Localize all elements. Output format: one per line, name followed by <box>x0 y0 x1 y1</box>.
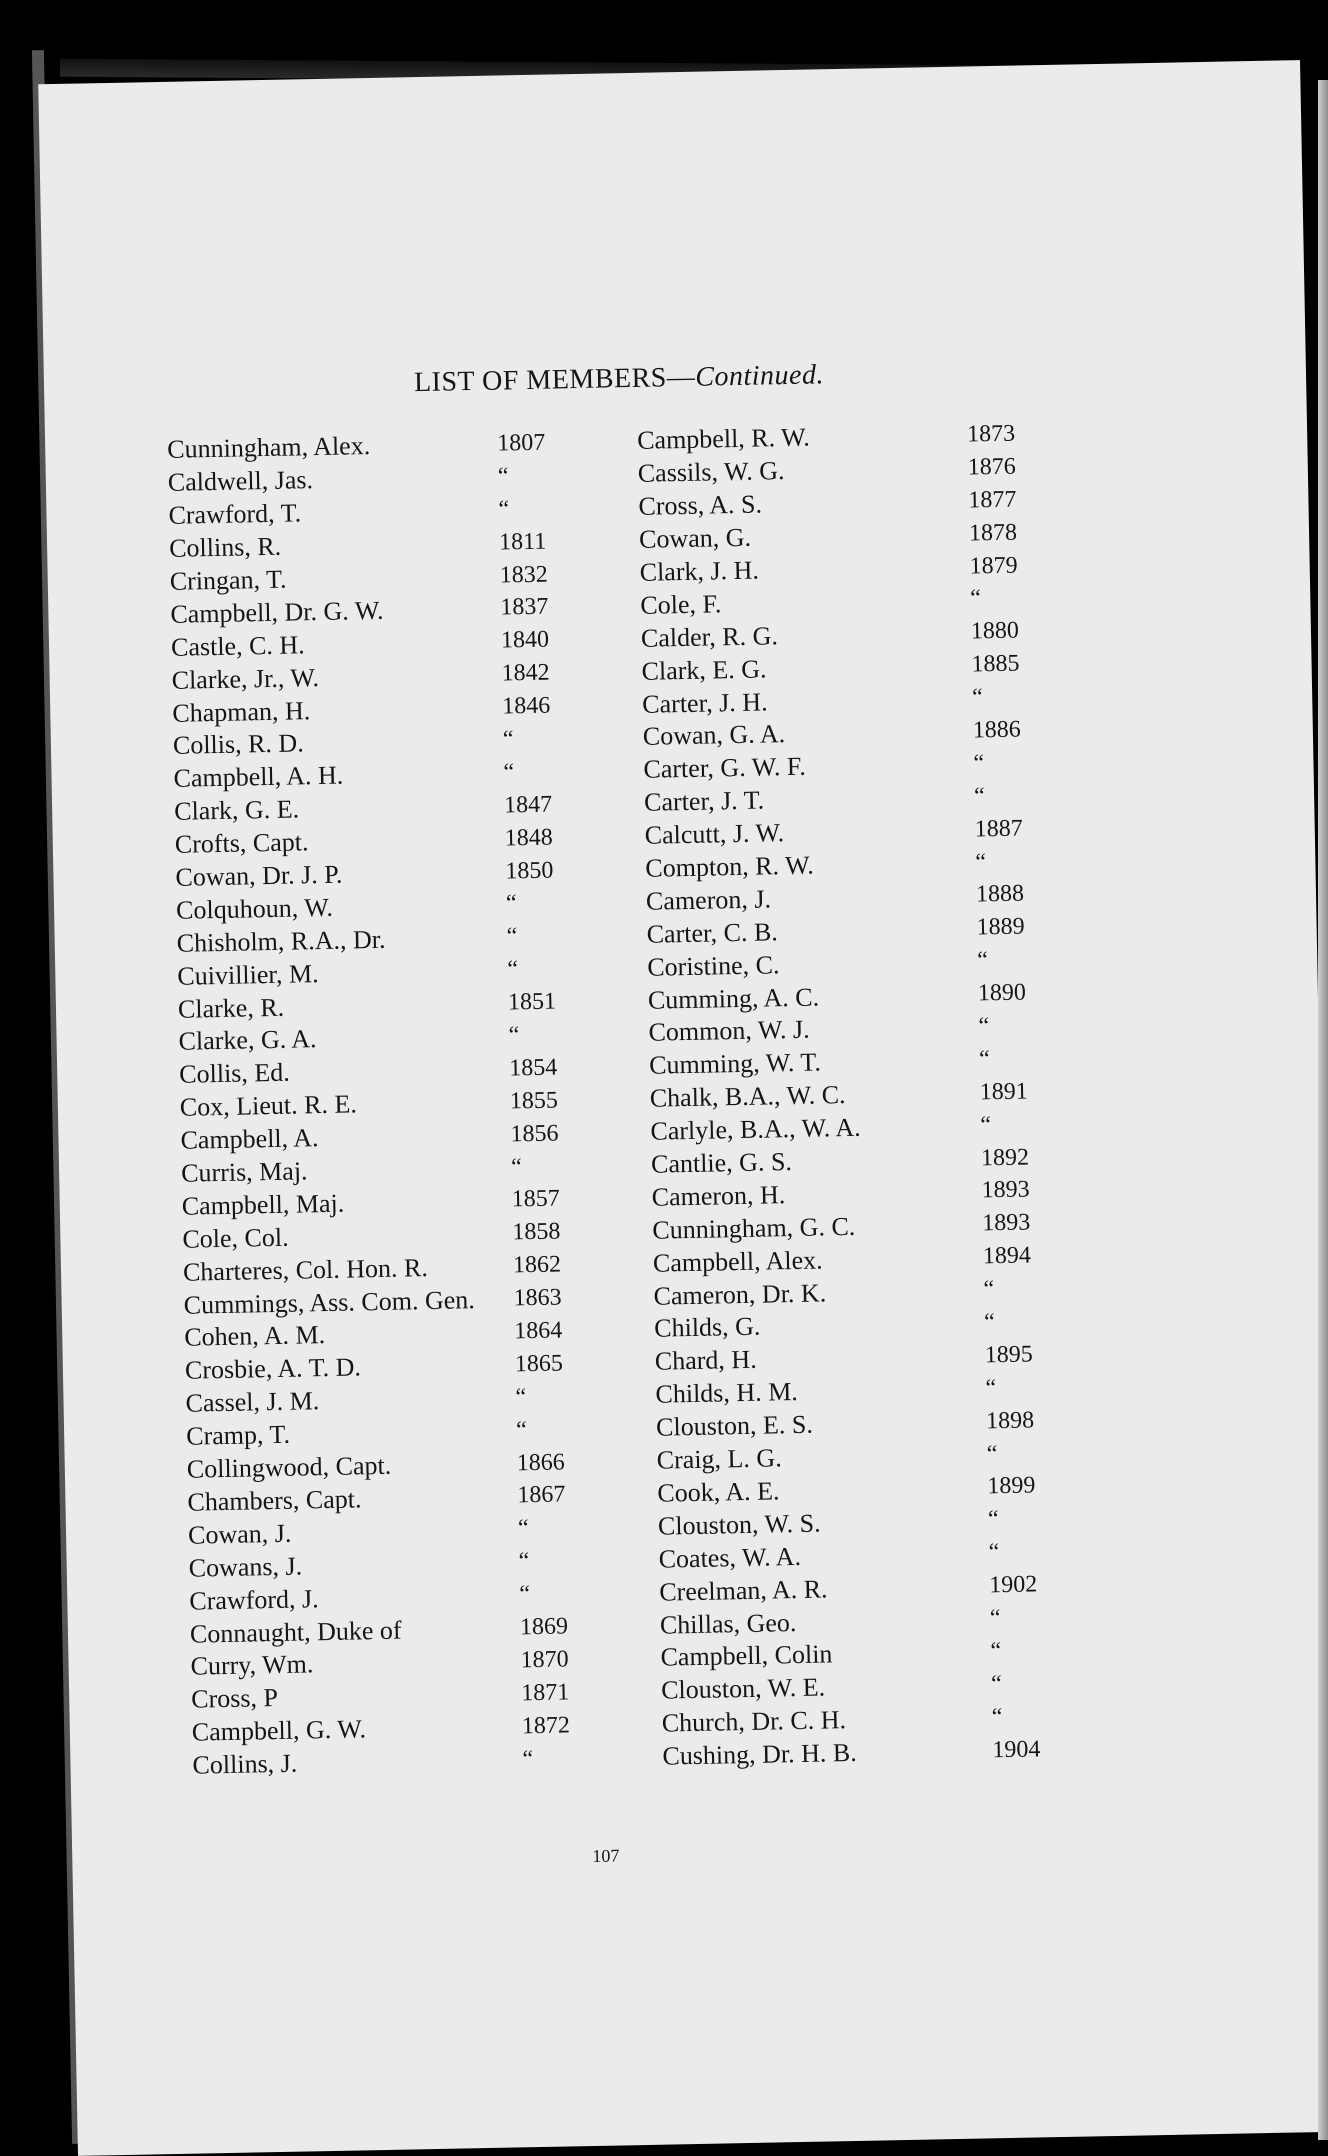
member-year: 1899 <box>987 1472 1036 1500</box>
member-year: “ <box>989 1605 1001 1632</box>
member-row <box>662 1732 1073 1773</box>
member-name: Clark, J. H. <box>639 555 760 587</box>
member-year: 1892 <box>980 1144 1030 1171</box>
member-name: Coates, W. A. <box>658 1541 802 1574</box>
member-row <box>192 1741 603 1782</box>
member-name: Cringan, T. <box>169 564 287 596</box>
member-name: Childs, G. <box>653 1312 761 1344</box>
member-year: 1858 <box>512 1218 561 1246</box>
member-name: Caldwell, Jas. <box>167 465 314 498</box>
member-name: Cumming, A. C. <box>647 982 820 1015</box>
member-year: 1880 <box>970 617 1020 645</box>
member-name: Cuivillier, M. <box>177 958 319 991</box>
member-year: “ <box>987 1506 999 1533</box>
member-name: Craig, L. G. <box>656 1443 782 1475</box>
member-name: Clarke, Jr., W. <box>171 662 320 695</box>
member-year: 1871 <box>520 1679 570 1707</box>
member-name: Creelman, A. R. <box>659 1574 828 1607</box>
member-year: “ <box>971 684 984 711</box>
member-name: Carter, G. W. F. <box>643 752 807 785</box>
member-year: 1854 <box>508 1054 558 1082</box>
member-year: “ <box>518 1548 530 1575</box>
member-name: Carter, C. B. <box>646 917 779 949</box>
member-name: Cowan, G. A. <box>642 719 786 752</box>
member-name: Campbell, A. H. <box>173 760 344 794</box>
member-name: Cameron, H. <box>651 1180 786 1212</box>
member-year: 1876 <box>967 453 1016 481</box>
member-name: Campbell, Maj. <box>181 1188 345 1221</box>
member-year: “ <box>991 1703 1003 1730</box>
member-year: 1863 <box>513 1284 562 1312</box>
member-year: “ <box>502 726 514 753</box>
member-name: Campbell, Alex. <box>652 1245 823 1278</box>
member-name: Campbell, A. <box>180 1123 319 1155</box>
member-year: 1866 <box>516 1448 566 1476</box>
member-name: Carlyle, B.A., W. A. <box>650 1112 861 1146</box>
member-year: “ <box>515 1416 528 1444</box>
member-name: Cole, Col. <box>182 1222 289 1254</box>
member-year: 1902 <box>988 1571 1038 1599</box>
member-name: Common, W. J. <box>648 1015 810 1048</box>
member-year: “ <box>983 1309 996 1336</box>
member-year: 1885 <box>971 650 1020 678</box>
member-year: 1877 <box>968 486 1017 514</box>
member-year: 1855 <box>509 1087 559 1115</box>
member-year: 1887 <box>974 815 1023 843</box>
member-year: “ <box>506 923 518 950</box>
member-name: Collins, J. <box>192 1748 298 1780</box>
member-name: Cummings, Ass. Com. Gen. <box>183 1284 476 1320</box>
member-year: 1811 <box>498 528 547 556</box>
member-name: Cohen, A. M. <box>184 1320 326 1353</box>
member-year: “ <box>975 848 987 875</box>
member-name: Campbell, Colin <box>660 1639 833 1673</box>
member-name: Clouston, E. S. <box>655 1409 814 1442</box>
member-year: 1878 <box>968 519 1018 547</box>
member-year: 1886 <box>972 716 1022 744</box>
document-page <box>38 60 1328 2156</box>
member-year: “ <box>988 1539 1000 1566</box>
member-year: “ <box>990 1638 1002 1665</box>
member-name: Campbell, Dr. G. W. <box>170 595 384 629</box>
member-name: Coristine, C. <box>647 949 780 982</box>
member-name: Campbell, G. W. <box>191 1714 367 1747</box>
member-name: Curris, Maj. <box>180 1156 308 1188</box>
member-year: “ <box>985 1374 997 1402</box>
member-year: “ <box>970 585 982 612</box>
heading-main: LIST OF MEMBERS— <box>413 361 696 399</box>
member-name: Calcutt, J. W. <box>644 818 785 850</box>
member-year: 1857 <box>511 1185 560 1213</box>
member-name: Colquhoun, W. <box>175 892 334 925</box>
member-name: Clark, G. E. <box>173 794 300 827</box>
left-member-column <box>167 426 603 1782</box>
member-name: Cumming, W. T. <box>648 1047 822 1081</box>
member-year: “ <box>519 1581 531 1608</box>
member-year: “ <box>497 463 509 490</box>
member-name: Crawford, T. <box>168 498 302 531</box>
member-name: Cantlie, G. S. <box>650 1147 793 1179</box>
member-year: “ <box>980 1111 992 1139</box>
member-name: Cassel, J. M. <box>185 1386 320 1418</box>
member-year: “ <box>505 890 517 917</box>
member-name: Calder, R. G. <box>640 620 779 653</box>
member-year: “ <box>510 1153 523 1180</box>
page-heading <box>414 356 1015 400</box>
member-name: Curry, Wm. <box>190 1649 314 1682</box>
member-name: Cunningham, G. C. <box>652 1211 856 1245</box>
member-name: Cross, A. S. <box>638 489 763 522</box>
member-name: Chapman, H. <box>172 695 311 728</box>
member-year: “ <box>986 1440 998 1467</box>
member-year: “ <box>973 783 985 810</box>
heading-continued: Continued. <box>695 359 825 393</box>
member-name: Collingwood, Capt. <box>186 1450 392 1484</box>
member-name: Charteres, Col. Hon. R. <box>182 1252 429 1287</box>
page-edge <box>1318 80 1328 2140</box>
member-year: 1864 <box>514 1317 563 1345</box>
page-number: 107 <box>592 1845 620 1866</box>
member-name: Childs, H. M. <box>655 1377 799 1409</box>
member-name: Chard, H. <box>654 1345 757 1377</box>
member-year: 1894 <box>982 1242 1032 1270</box>
member-year: 1867 <box>517 1481 566 1509</box>
member-year: “ <box>978 1046 991 1073</box>
member-year: 1889 <box>976 913 1025 941</box>
member-year: 1832 <box>499 561 548 589</box>
member-name: Connaught, Duke of <box>189 1615 402 1649</box>
member-name: Cowan, J. <box>187 1518 292 1550</box>
member-name: Collins, R. <box>168 531 282 563</box>
member-name: Cushing, Dr. H. B. <box>662 1737 857 1771</box>
member-name: Clark, E. G. <box>641 654 767 686</box>
member-year: “ <box>517 1515 529 1542</box>
member-name: Clouston, W. E. <box>660 1672 826 1705</box>
member-year: 1847 <box>503 791 553 819</box>
member-year: 1865 <box>514 1350 564 1378</box>
member-name: Cross, P <box>190 1683 279 1714</box>
member-year: 1837 <box>500 594 549 621</box>
member-year: “ <box>973 750 985 777</box>
member-name: Cowan, Dr. J. P. <box>175 859 343 892</box>
member-year: 1893 <box>982 1209 1031 1237</box>
member-name: Cunningham, Alex. <box>166 431 371 465</box>
member-name: Clarke, G. A. <box>178 1024 317 1057</box>
member-name: Cameron, Dr. K. <box>653 1277 827 1311</box>
member-year: “ <box>983 1276 995 1303</box>
member-year: 1879 <box>969 552 1018 580</box>
member-name: Cook, A. E. <box>657 1476 780 1508</box>
member-name: Cassils, W. G. <box>637 456 785 489</box>
member-year: 1869 <box>519 1613 569 1641</box>
member-name: Cowan, G. <box>638 522 752 554</box>
member-year: 1898 <box>985 1407 1035 1435</box>
member-year: “ <box>978 1013 990 1040</box>
member-name: Church, Dr. C. H. <box>661 1705 847 1738</box>
member-name: Clouston, W. S. <box>657 1508 821 1541</box>
member-year: 1888 <box>975 880 1025 908</box>
member-year: “ <box>522 1745 534 1772</box>
member-name: Collis, Ed. <box>178 1058 291 1090</box>
member-year: 1848 <box>504 824 554 852</box>
member-name: Cowans, J. <box>188 1551 303 1583</box>
member-name: Chalk, B.A., W. C. <box>649 1080 846 1113</box>
member-name: Collis, R. D. <box>172 728 304 761</box>
member-name: Castle, C. H. <box>170 630 305 662</box>
member-year: 1851 <box>507 988 557 1016</box>
member-year: 1904 <box>992 1735 1041 1763</box>
member-year: 1891 <box>979 1078 1028 1106</box>
member-name: Cramp, T. <box>185 1419 291 1451</box>
member-name: Chillas, Geo. <box>659 1607 797 1640</box>
member-year: “ <box>503 759 515 786</box>
member-name: Cox, Lieut. R. E. <box>179 1089 358 1123</box>
member-year: 1873 <box>966 420 1016 448</box>
member-name: Carter, J. T. <box>643 785 765 818</box>
member-year: 1872 <box>521 1712 571 1739</box>
member-year: “ <box>498 496 510 523</box>
member-name: Chambers, Capt. <box>187 1484 362 1517</box>
member-year: 1862 <box>512 1251 562 1279</box>
member-year: 1807 <box>496 429 546 457</box>
member-year: 1890 <box>977 979 1027 1007</box>
member-year: 1895 <box>984 1341 1034 1369</box>
member-year: 1850 <box>505 857 554 884</box>
member-name: Clarke, R. <box>177 992 285 1024</box>
member-name: Compton, R. W. <box>645 850 814 883</box>
member-year: 1840 <box>500 626 550 654</box>
member-name: Carter, J. H. <box>641 686 768 719</box>
member-name: Crawford, J. <box>189 1583 319 1616</box>
member-name: Cole, F. <box>640 589 722 620</box>
member-year: “ <box>515 1383 527 1411</box>
right-member-column <box>637 417 1073 1773</box>
member-year: 1842 <box>501 659 550 687</box>
member-year: “ <box>976 947 989 974</box>
member-year: 1856 <box>510 1120 559 1148</box>
member-name: Crofts, Capt. <box>174 827 309 859</box>
member-year: 1870 <box>520 1646 569 1674</box>
member-name: Cameron, J. <box>645 884 772 916</box>
member-name: Chisholm, R.A., Dr. <box>176 924 386 958</box>
member-year: 1846 <box>502 692 551 720</box>
member-name: Campbell, R. W. <box>636 422 811 456</box>
member-year: “ <box>508 1022 520 1049</box>
member-year: “ <box>990 1670 1003 1698</box>
member-year: “ <box>507 956 519 983</box>
member-name: Crosbie, A. T. D. <box>184 1352 362 1386</box>
member-year: 1893 <box>981 1176 1030 1204</box>
